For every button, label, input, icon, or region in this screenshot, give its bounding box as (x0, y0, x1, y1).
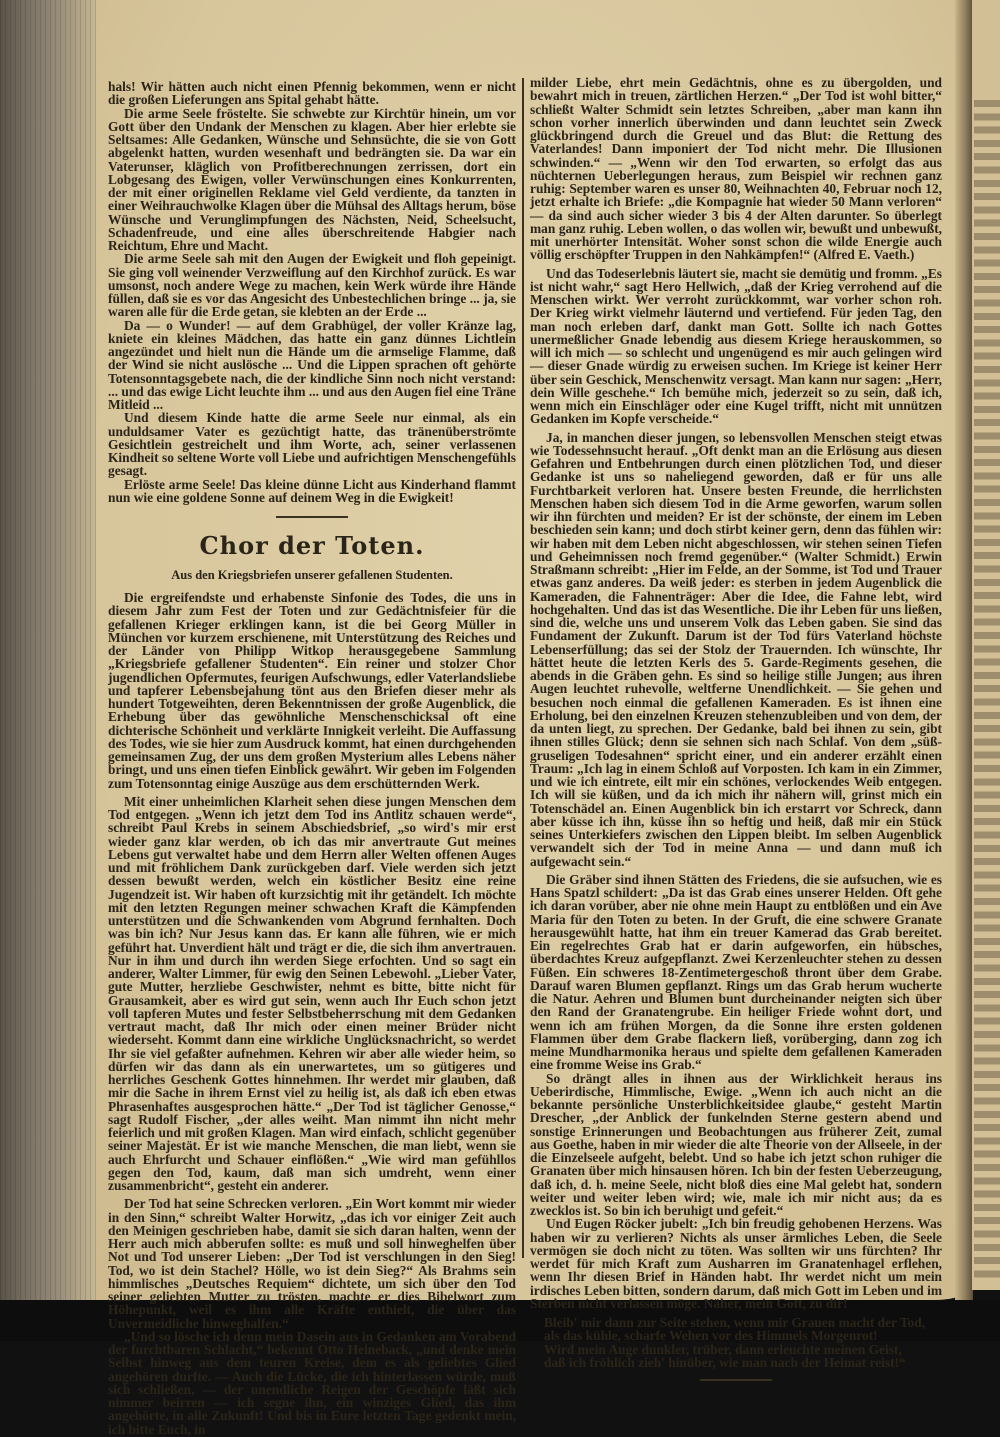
page-gutter (955, 0, 973, 1300)
column-divider (522, 78, 524, 1258)
end-separator (700, 1379, 772, 1381)
article-paragraph: Und das Todeserlebnis läutert sie, macht sie demütig und fromm. „Es ist nicht wahr,“ sagt Hero Hellwich, „daß der Krieg verrohend auf die Menschen wirkt. Wer verroht zurückkommt, war vorher schon roh. Der Krieg wirkt vielmehr läuternd und vertiefend. Für jeden Tag, den man noch erleben darf, dankt man Gott. Sollte ich nach Gottes unermeßlicher Gnade lebendig aus diesem Kriege herauskommen, so will ich mich — so schlecht und ungenügend es mir auch gelingen wird — dieser Gnade würdig zu erweisen suchen. Im Kriege ist keiner Herr über sein Geschick, Menschenwitz versagt. Man kann nur sagen: „Herr, dein Wille geschehe.“ Ich bemühe mich, jederzeit so zu sein, daß ich, wenn mich ein Einschläger oder eine Kugel trifft, nicht mit unnützen Gedanken im Kopfe verscheide.“ (530, 265, 942, 427)
article-paragraph: So drängt alles in ihnen aus der Wirklichkeit heraus ins Ueberirdische, Himmlische, Ewige. „Wenn ich auch nicht an die bekannte persönliche Unsterblichkeitsidee glaube,“ gesteht Martin Drescher, „der Anblick der funkelnden Sterne gestern abend und sonstige Erinnerungen und Beobachtungen aus früherer Zeit, zumal aus Goethe, haben in mir wieder die alte Theorie von der Allseele, in der die Einzelseele aufgeht, belebt. Und so habe ich jetzt schon ruhiger die Granaten über mich hinsausen hören. Ich bin der festen Ueberzeugung, daß ich, d. h. meine Seele, nicht bloß dies eine Mal gelebt hat, sondern weiter und weiter leben wird; wie, male ich mir nicht aus; da es zwecklos ist. So bin ich beruhigt und gefeit.“ (530, 1070, 942, 1218)
article-paragraph: Mit einer unheimlichen Klarheit sehen diese jungen Menschen dem Tod entgegen. „Wenn ich jetzt dem Tod ins Antlitz schauen werde“, schreibt Paul Krebs in seinem Abschiedsbrief, „so wird's mir erst wieder ganz klar werden, ob ich das mir anvertraute Gut meines Lebens gut verwaltet habe und dem Herrn aller Welten offenen Auges und mit fröhlichem Dank zurückgeben darf. Viele werden sich jetzt dessen bewußt werden, welch ein köstlicher Besitz eine reine Jugendzeit ist. Wir haben oft kurzsichtig mit ihr getändelt. Ich möchte mit den letzten Regungen meiner schwachen Kraft die Kämpfenden unterstützen und die Schwankenden vom Abgrund fernhalten. Doch was bin ich? Nur Jesus kann das. Er kann alle führen, wie er mich geführt hat. Unverdient hält und trägt er die, die sich ihm anvertrauen. Nur in ihm und durch ihn werden Siege erfochten. Und so sagt ein anderer, Walter Limmer, für ewig den Seinen Lebewohl. „Lieber Vater, gute Mutter, herzliebe Geschwister, nehmt es bitte, bitte nicht für Grausamkeit, aber es wird gut sein, wenn auch Ihr Euch schon jetzt voll tapferen Mutes und fester Selbstbeherrschung mit dem Gedanken vertraut macht, daß Ihr mich oder einen meiner Brüder nicht wiederseht. Kommt dann eine wirkliche Unglücksnachricht, so werdet Ihr sie viel gefaßter aufnehmen. Kehren wir aber alle wieder heim, so dürfen wir das dann als ein unerwartetes, um so gütigeres und herrliches Geschenk Gottes hinnehmen. Ihr werdet mir glauben, daß mir die Sache in ihrem Ernst viel zu heilig ist, als daß ich eben etwas Phrasenhaftes ausgesprochen hätte.“ „Der Tod ist täglicher Genosse,“ sagt Rudolf Fischer, „der alles weiht. Man nimmt ihn nicht mehr feierlich und mit großen Klagen. Man wird einfach, schlicht gegenüber seiner Majestät. Er ist wie manche Menschen, die man liebt, wenn sie auch Ehrfurcht und Schauer einflößen.“ „Wie wird man gefühllos gegen den Tod, kaum, daß man sich umdreht, wenn einer zusammenbricht“, gesteht ein anderer. (108, 793, 516, 1193)
section-separator (276, 516, 348, 518)
closing-poem (544, 1316, 942, 1369)
poem-line: daß ich fröhlich zieh' hinüber, wie man nach der Heimat reist!“ (544, 1354, 906, 1370)
article-paragraph: Die Gräber sind ihnen Stätten des Friedens, die sie aufsuchen, wie es Hans Spatzl schildert: „Da ist das Grab eines unserer Helden. Oft gehe ich daran vorüber, aber nie ohne mein Haupt zu entblößen und ein Ave Maria für den Toten zu beten. In der Gruft, die eine schwere Granate herausgewühlt hatte, hat ihm ein treuer Kamerad das Grab bereitet. Ein regelrechtes Grab hat er darin aufgeworfen, ein hübsches, überdachtes Kreuz aufgepflanzt. Zwei Kerzenleuchter stehen zu dessen Füßen. Ein schweres 18-Zentimetergeschoß thront über dem Grabe. Darauf waren Blumen gepflanzt. Rings um das Grab herum wucherte die Natur. Aehren und Blumen bunt durcheinander neigten sich über den Rand der Granatengrube. Ein heiliger Friede wohnt dort, und wenn ich am frühen Morgen, da die Sonne ihre ersten goldenen Flammen über dem Grabe flackern ließ, vorüberging, dann zog ich meine Mundharmonika heraus und spielte dem gefallenen Kameraden eine fromme Weise ins Grab.“ (530, 871, 942, 1073)
article-paragraph: milder Liebe, ehrt mein Gedächtnis, ohne es zu übergolden, und bewahrt mich in treuen, zärtlichen Herzen.“ „Der Tod ist wohl bitter,“ schließt Walter Schmidt sein letztes Schreiben, „aber man kann ihn schon vorher innerlich überwinden und dann leuchtet sein Zweck glückbringend durch die Greuel und das Blut: die Rettung des Vaterlandes! Dann imponiert der Tod nicht mehr. Die Illusionen schwinden.“ — „Wenn wir den Tod erwarten, so erfolgt das aus nüchternen Ueberlegungen heraus, zum Beispiel wir rechnen ganz ruhig: September waren es unser 80, Weihnachten 40, Februar noch 12, jetzt erhalte ich Briefe: „die Kompagnie hat wieder 50 Mann verloren“ — da sind auch sicher wieder 3 bis 4 der Alten darunter. So überlegt man ganz ruhig. Leben wollen, o das wollen wir, bewußt und unbewußt, mit unerhörter Intensität. Woher sonst schon die wilde Energie auch völlig erschöpfter Truppen in den Nahkämpfen!“ (Alfred E. Vaeth.) (530, 75, 942, 263)
story-paragraph: Die arme Seele fröstelte. Sie schwebte zur Kirchtür hinein, um vor Gott über den Undank der Menschen zu klagen. Aber hier erlebte sie Seltsames: Alle Gedanken, Wünsche und Sehnsüchte, die sie von Gott abgelenkt hatten, wurden wesenhaft und bedrängten sie. Da war ein Vaterunser, kläglich von Profitberechnungen zerrissen, dort ein Lobgesang des Ewigen, voller Verwünschungen eines Konkurrenten, der mit einer originellen Reklame viel Geld verdiente, da tanzten in einer Weihrauchwolke Klagen über die Mühsal des Alltags herum, böse Wünsche und Verunglimpfungen des Nächsten, Neid, Scheelsucht, Schadenfreude, und eine alles überschreitende Habgier nach Reichtum, Ehre und Macht. (108, 105, 516, 253)
page-edges (0, 0, 100, 1305)
right-column (530, 76, 942, 1381)
article-paragraph: Und Eugen Röcker jubelt: „Ich bin freudig gehobenen Herzens. Was haben wir zu verlieren? Nichts als unser ärmliches Leben, die Seele vermögen sie doch nicht zu töten. Was sollten wir uns fürchten? Ihr werdet für mich Kraft zum Ausharren im Granatenhagel erflehen, wenn Ihr diesen Brief in Händen habt. Ihr werdet nicht um mein irdisches Leben bitten, sondern darum, daß mich Gott im Leben und im Sterben nicht verlassen möge. Näher, mein Gott, zu dir! (530, 1216, 942, 1311)
story-paragraph: Und diesem Kinde hatte die arme Seele nur einmal, als ein unduldsamer Vater es gezüchtigt hatte, das tränenüberströmte Gesichtlein gestreichelt und ihm Worte, ach, seiner verlassenen Kindheit so seltene Worte voll Liebe und aufrichtigen Menschengefühls gesagt. (108, 410, 516, 479)
story-paragraph: Da — o Wunder! — auf dem Grabhügel, der voller Kränze lag, kniete ein kleines Mädchen, das hatte ein ganz dünnes Lichtlein angezündet und hielt nun die Hände um die armselige Flamme, daß der Wind sie nicht auslösche ... Und die Lippen sprachen oft gehörte Totensonntagsgebete nach, die der kindliche Sinn noch nicht verstand: ... und das ewige Licht leuchte ihm ... und aus den Augen fiel eine Träne Mitleid ... (108, 317, 516, 412)
poem-line: Wird mein Auge dunkler, trüber, dann erleuchte meinen Geist, (544, 1341, 902, 1357)
story-paragraph: Erlöste arme Seele! Das kleine dünne Licht aus Kinderhand flammt nun wie eine goldene Sonne auf deinem Weg in die Ewigkeit! (108, 476, 516, 505)
adjacent-page-text-fragment (974, 100, 1000, 1280)
poem-line: Bleib' mir dann zur Seite stehen, wenn mir Grauen macht der Tod, (544, 1315, 926, 1330)
story-paragraph: hals! Wir hätten auch nicht einen Pfennig bekommen, wenn er nicht die großen Lieferungen ans Spital gehabt hätte. (108, 79, 516, 108)
left-column (108, 80, 516, 1436)
poem-line: als das kühle, scharfe Wehen vor des Himmels Morgenrot! (544, 1328, 878, 1344)
story-paragraph: Die arme Seele sah mit den Augen der Ewigkeit und floh gepeinigt. Sie ging voll weinender Verzweiflung auf den Kirchhof zurück. Es war umsonst, noch andere Wege zu machen, kein Werk würde ihre Hände füllen, daß sie es vor das Angesicht des Unbestechlichen bringe ... ja, sie waren alle für die Erde getan, sie klebten an der Erde ... (108, 251, 516, 320)
article-paragraph: Der Tod hat seine Schrecken verloren. „Ein Wort kommt mir wieder in den Sinn,“ schreibt Walter Horwitz, „das ich vor einiger Zeit auch den Meinigen geschrieben habe, damit sie sich daran halten, wenn der Herr auch mich abberufen sollte: es muß und soll hinweghelfen über Not und Tod unserer Lieben: „Der Tod ist verschlungen in den Sieg! Tod, wo ist dein Stachel? Hölle, wo ist dein Sieg?“ Als Brahms sein himmlisches „Deutsches Requiem“ dichtete, um sich über den Tod seiner geliebten Mutter zu trösten, machte er dies Bibelwort zum Höhepunkt, weil es ihm alle Kräfte enthielt, die über das Unvermeidliche hinweghalfen.“ (108, 1196, 516, 1331)
article-paragraph: Ja, in manchen dieser jungen, so lebensvollen Menschen steigt etwas wie Todessehnsucht herauf. „Oft denkt man an die Erlösung aus diesen Gefahren und Entbehrungen durch einen plötzlichen Tod, und dieser Gedanke ist uns so naheliegend geworden, daß er für uns alle Furchtbarkeit verloren hat. Unsere besten Freunde, die herrlichsten Menschen haben sich diesem Tod in die Arme geworfen, warum sollen wir ihn fürchten und meiden? Er ist der schönste, der einem im Leben beschieden sein kann; und doch stirbt keiner gern, denn das fühlen wir: wir haben mit dem Leben nicht abgeschlossen, wir stehen seinen Tiefen und Geheimnissen noch fremd gegenüber.“ (Walter Schmidt.) Erwin Straßmann schreibt: „Hier im Felde, an der Somme, ist Tod und Trauer etwas ganz anderes. Da weiß jeder: es sterben in jedem Augenblick die Kameraden, die Fahnenträger: Aber die Idee, die Fahne lebt, wird hochgehalten. Und das ist das Wesentliche. Die ihr Leben für uns ließen, sind die, welche uns und unserem Volk das Leben gaben. Sie sind das Fundament der Zukunft. Darum ist der Tod fürs Vaterland höchste Lebenserfüllung; das sei der Stolz der Trauernden. Ich wünschte, Ihr hättet heute die letzten Kerls des 5. Garde-Regiments gesehen, die abends in die Gräben gehn. Es sind so heilige stille Jungen; aus ihren Augen leuchtet ruhevolle, weltferne Unendlichkeit. — Sie gehen und besuchen noch einmal die gefallenen Kameraden. Es ist ihnen eine Erholung, bei den einzelnen Kreuzen stehenzubleiben und von dem, der da unten liegt, zu sprechen. Der Gedanke, bald bei ihnen zu sein, gibt ihnen stilles Glück; denn sie sehnen sich nach Schlaf. Von dem „süß-gruseligen Todesahnen“ spricht einer, und ein anderer erzählt einen Traum: „Ich lag in einem Schloß auf Vorposten. Ich kam in ein Zimmer, und wie ich eintrete, eilt mir ein schönes, verlockendes Weib entgegen. Ich will sie küßen, und da ich mich ihr nähern will, grinst mich ein Totenschädel an. Einen Augenblick bin ich erstarrt vor Schreck, dann aber küsse ich ihn, küsse ihn so heftig und heiß, daß mir ein Stück seines Unterkiefers zwischen den Lippen bleibt. Im selben Augenblick verwandelt sich der Tod in meine Anna — und dann muß ich aufgewacht sein.“ (530, 429, 942, 869)
article-paragraph: Die ergreifendste und erhabenste Sinfonie des Todes, die uns in diesem Jahr zum Fest der Toten und zur Gedächtnisfeier für die gefallenen Krieger erklingen kann, ist die bei Georg Müller in München vor kurzem erschienene, mit Unterstützung des Reiches und der Länder von Philipp Witkop herausgegebene Sammlung „Kriegsbriefe gefallener Studenten“. Ein reiner und stolzer Chor jugendlichen Opfermutes, feurigen Aufschwungs, edler Vaterlandsliebe und tapferer Lebensbejahung tönt aus den Briefen dieser mehr als hundert Totgeweihten, deren Bekenntnissen der große Augenblick, die Erhebung über das gewöhnliche Menschenschicksal oft eine dichterische Schönheit und verklärte Innigkeit verleiht. Die Auffassung des Todes, wie sie hier zum Ausdruck kommt, hat einen durchgehenden gemeinsamen Zug, der uns dem großen Mysterium alles Lebens näher bringt, und uns einen tiefen Einblick gewährt. Wir geben im Folgenden zum Totensonntag einige Auszüge aus dem erschütternden Werk. (108, 590, 516, 791)
article-title: Chor der Toten. (199, 531, 425, 560)
article-subtitle: Aus den Kriegsbriefen unserer gefallenen Studenten. (171, 568, 453, 582)
article-paragraph: „Und so lösche ich denn mein Dasein aus in Gedanken am Vorabend der furchtbaren Schlacht,“ bekennt Otto Heineback, „und denke mein Selbst hinweg aus dem teuren Kreise, dem es als geliebtes Glied angehören durfte. — Auch die Lücke, die ich hinterlassen würde, muß sich schließen, — der unendliche Reigen der Geschöpfe läßt sich nimmer beirren — ich segne ihn, ein winziges Glied, das ihm angehörte, in alle Zukunft! Und bis in Eure letzten Tage gedenkt mein, ich bitte Euch, in (108, 1328, 516, 1437)
